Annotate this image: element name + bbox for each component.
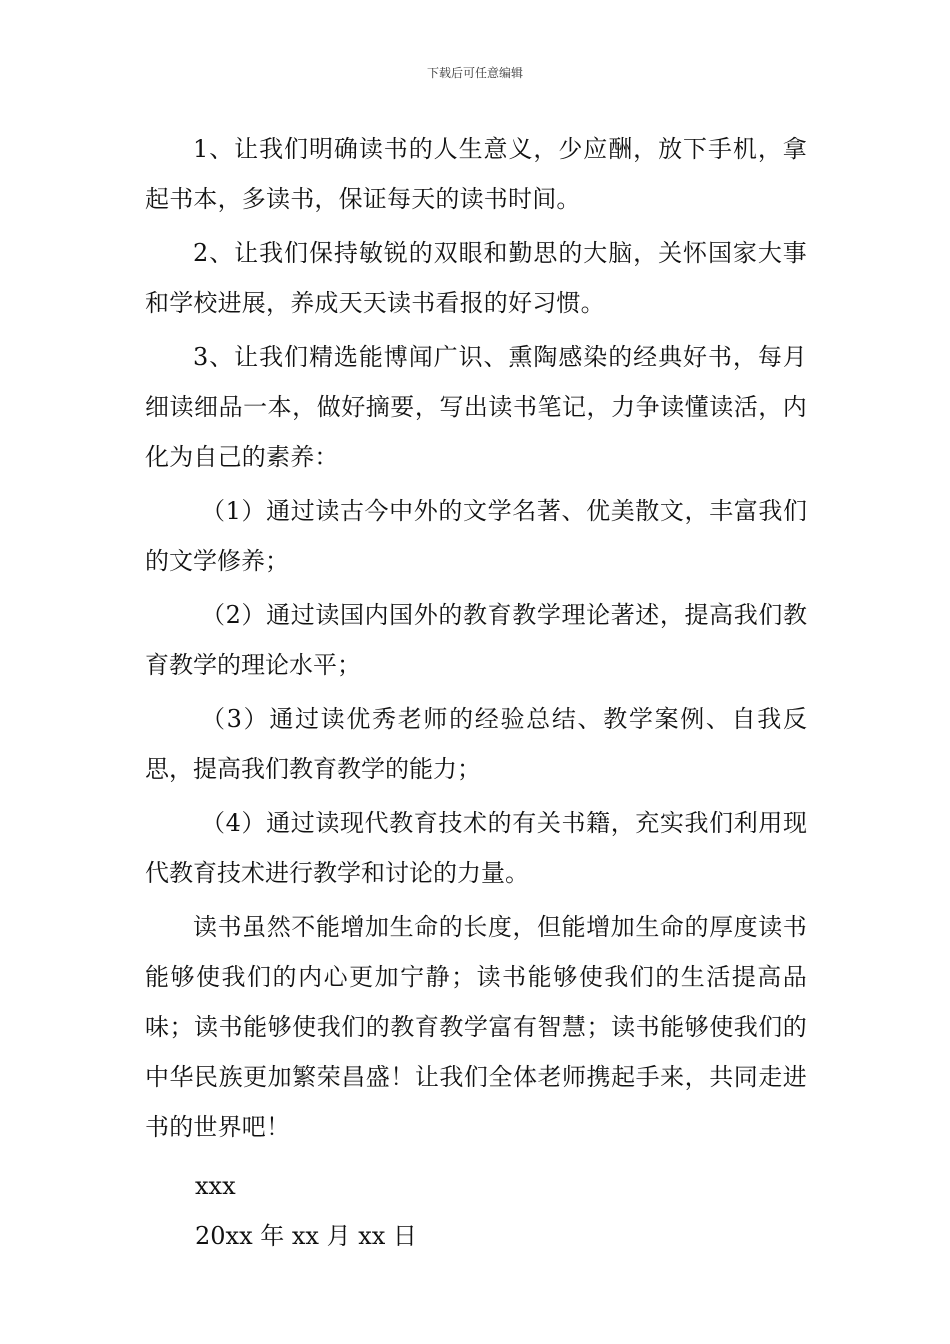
list-item: （4）通过读现代教育技术的有关书籍，充实我们利用现代教育技术进行教学和讨论的力量。 — [145, 809, 807, 887]
signature-date: 20xx 年 xx 月 xx 日 — [195, 1222, 417, 1250]
paragraph-3: 3、让我们精选能博闻广识、熏陶感染的经典好书，每月细读细品一本，做好摘要，写出读书笔记，力争读懂读活，内化为自己的素养： — [145, 343, 807, 471]
signature-name: xxx — [195, 1172, 236, 1200]
closing-paragraph: 读书虽然不能增加生命的长度，但能增加生命的厚度读书能够使我们的内心更加宁静；读书能够使我们的生活提高品味；读书能够使我们的教育教学富有智慧；读书能够使我们的中华民族更加繁荣昌盛！让我们全体老师携起手来，共同走进书的世界吧！ — [145, 913, 807, 1141]
header-note: 下载后可任意编辑 — [426, 66, 523, 80]
paragraph-1: 1、让我们明确读书的人生意义，少应酬，放下手机，拿起书本，多读书，保证每天的读书时间。 — [145, 135, 807, 213]
document-body — [145, 124, 807, 1258]
list-item: （1）通过读古今中外的文学名著、优美散文，丰富我们的文学修养； — [145, 497, 807, 575]
list-item: （3）通过读优秀老师的经验总结、教学案例、自我反思，提高我们教育教学的能力； — [145, 705, 807, 783]
list-item: （2）通过读国内国外的教育教学理论著述，提高我们教育教学的理论水平； — [145, 601, 807, 679]
paragraph-2: 2、让我们保持敏锐的双眼和勤思的大脑，关怀国家大事和学校进展，养成天天读书看报的好习惯。 — [145, 239, 807, 317]
